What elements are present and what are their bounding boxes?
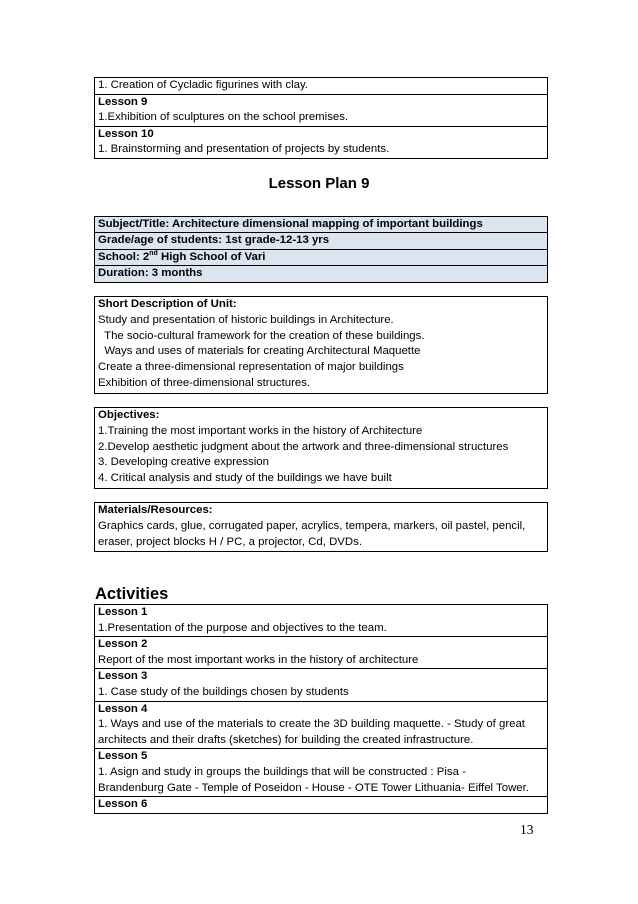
lesson-text: 1.Presentation of the purpose and objectives to the team. bbox=[98, 621, 387, 634]
description-line: Exhibition of three-dimensional structures. bbox=[98, 376, 311, 389]
activities-title: Activities bbox=[95, 585, 169, 603]
page-number: 13 bbox=[520, 822, 534, 837]
table-row bbox=[95, 94, 547, 126]
objective-line: 2.Develop aesthetic judgment about the artwork and three-dimensional structures bbox=[98, 440, 509, 453]
school-ordinal: nd bbox=[149, 250, 158, 258]
school-prefix: School: 2 bbox=[98, 250, 150, 263]
grade-row: Grade/age of students: 1st grade-12-13 yrs bbox=[95, 232, 547, 248]
objectives-box bbox=[94, 407, 548, 489]
materials-line: Graphics cards, glue, corrugated paper, acrylics, tempera, markers, oil pastel, pencil, bbox=[98, 519, 526, 532]
lesson-text: 1.Exhibition of sculptures on the school premises. bbox=[98, 111, 349, 124]
short-description-box bbox=[94, 296, 548, 394]
table-row bbox=[95, 605, 547, 636]
lesson-label: Lesson 5 bbox=[98, 750, 148, 763]
description-line: The socio-cultural framework for the creation of these buildings. bbox=[98, 329, 425, 342]
top-lessons-table bbox=[94, 77, 548, 159]
lesson-label: Lesson 6 bbox=[98, 798, 148, 811]
lesson-label: Lesson 10 bbox=[98, 127, 154, 140]
lesson-label: Lesson 2 bbox=[98, 638, 148, 651]
lesson-text: 1. Creation of Cycladic figurines with clay. bbox=[98, 79, 308, 91]
lesson-label: Lesson 4 bbox=[98, 702, 148, 715]
lesson-label: Lesson 9 bbox=[98, 95, 148, 108]
section-heading: Objectives: bbox=[98, 409, 160, 421]
lesson-text: Report of the most important works in the history of architecture bbox=[98, 653, 419, 666]
lesson-text: Brandenburg Gate - Temple of Poseidon - House - OTE Tower Lithuania- Eiffel Tower. bbox=[98, 781, 529, 794]
table-row bbox=[95, 668, 547, 700]
plan-header-table bbox=[94, 216, 548, 283]
materials-box bbox=[94, 502, 548, 552]
table-row bbox=[95, 78, 547, 94]
activities-table bbox=[94, 604, 548, 814]
table-row bbox=[95, 748, 547, 796]
table-row bbox=[95, 701, 547, 749]
lesson-text: 1. Asign and study in groups the buildings that will be constructed : Pisa - bbox=[98, 765, 466, 778]
materials-line: eraser, project blocks H / PC, a projector, Cd, DVDs. bbox=[98, 535, 362, 548]
objective-line: 3. Developing creative expression bbox=[98, 456, 269, 469]
description-line: Study and presentation of historic buildings in Architecture. bbox=[98, 313, 394, 326]
table-row bbox=[95, 126, 547, 158]
lesson-text: 1. Case study of the buildings chosen by students bbox=[98, 685, 349, 698]
duration-row: Duration: 3 months bbox=[95, 265, 547, 281]
lesson-text: 1. Ways and use of the materials to create the 3D building maquette. - Study of great bbox=[98, 718, 525, 731]
lesson-text: architects and their drafts (sketches) for building the created infrastructure. bbox=[98, 733, 474, 746]
lesson-plan-title: Lesson Plan 9 bbox=[268, 175, 370, 192]
lesson-label: Lesson 1 bbox=[98, 606, 148, 618]
section-heading: Materials/Resources: bbox=[98, 504, 213, 516]
subject-row: Subject/Title: Architecture dimensional mapping of important buildings bbox=[95, 217, 547, 232]
objective-line: 4. Critical analysis and study of the buildings we have built bbox=[98, 472, 392, 485]
lesson-text: 1. Brainstorming and presentation of projects by students. bbox=[98, 143, 390, 156]
section-heading: Short Description of Unit: bbox=[98, 298, 237, 310]
description-line: Create a three-dimensional representation of major buildings bbox=[98, 361, 404, 374]
table-row bbox=[95, 796, 547, 813]
school-suffix: High School of Vari bbox=[157, 250, 266, 263]
lesson-label: Lesson 3 bbox=[98, 670, 148, 683]
table-row bbox=[95, 636, 547, 668]
description-line: Ways and uses of materials for creating Architectural Maquette bbox=[98, 345, 421, 358]
objective-line: 1.Training the most important works in the history of Architecture bbox=[98, 424, 423, 437]
school-row bbox=[95, 249, 547, 265]
